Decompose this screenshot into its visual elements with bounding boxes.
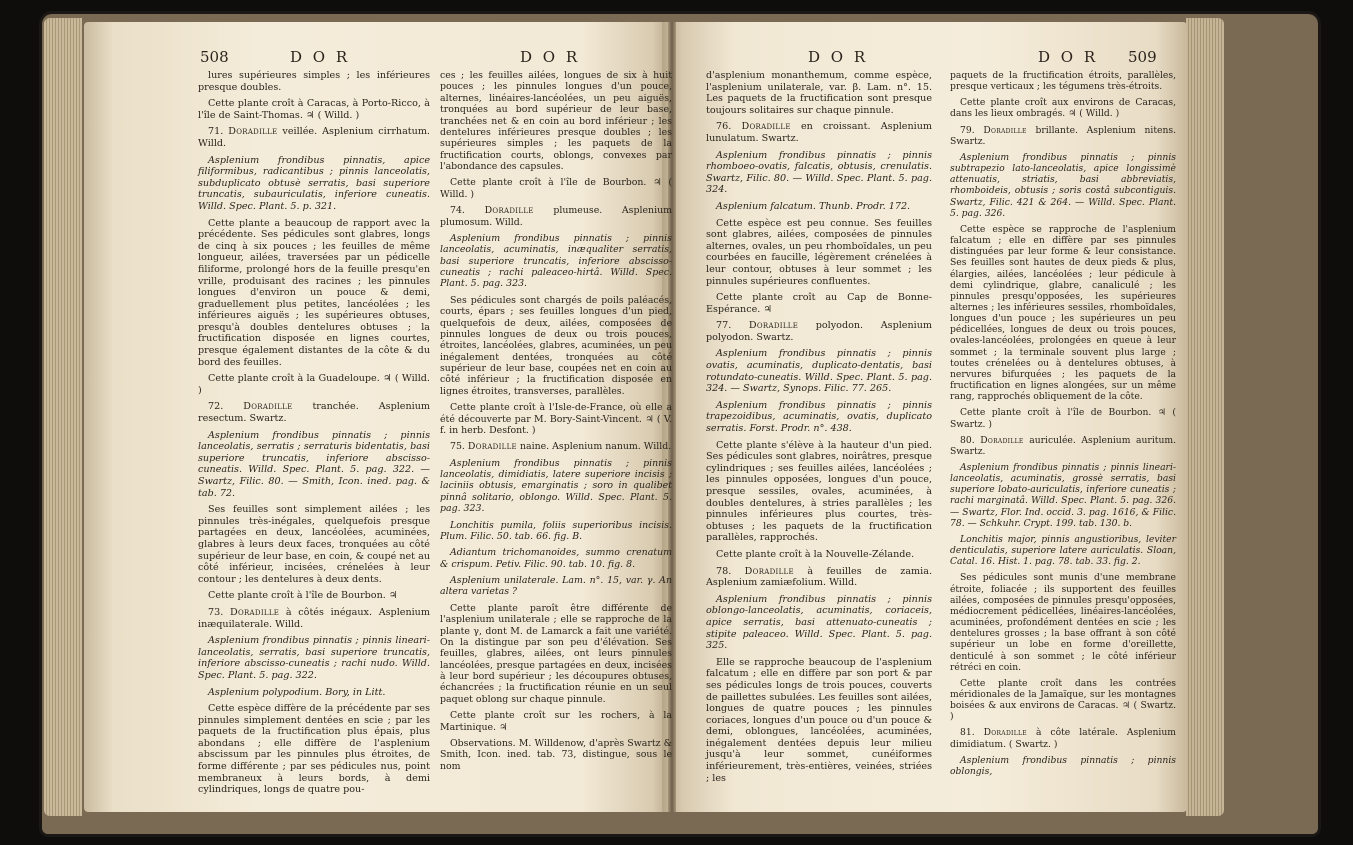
text-paragraph: Cette plante croît à la Nouvelle-Zélande. [716, 548, 915, 560]
entry-heading [198, 401, 430, 424]
entry-genus-name: Doradille [744, 565, 794, 577]
latin-diagnosis: Asplenium polypodium. Bory, in Litt. [208, 686, 386, 698]
entry-heading-rest: à feuilles de zamia. Asplenium zamiæfolium. Willd. [706, 565, 932, 589]
entry-heading [440, 441, 672, 452]
text-paragraph: Cette plante croît à l'île de Bourbon. ♃ ( Willd. ) [440, 177, 672, 200]
entry-genus-name: Doradille [983, 124, 1027, 136]
entry-heading [706, 566, 932, 589]
entry-heading [950, 727, 1176, 749]
left-running-head-2: D O R [520, 48, 581, 66]
entry-heading [950, 125, 1176, 147]
entry-heading-rest: en croissant. Asplenium lunulatum. Swartz. [706, 121, 932, 144]
text-paragraph: Cette plante croît à la Guadeloupe. ♃ ( Willd. ) [198, 373, 430, 396]
entry-genus-name: Doradille [983, 727, 1027, 739]
text-paragraph: Cette plante croît à l'Isle-de-France, où elle a été découverte par M. Bory-Saint-Vincent. ♃ ( V. f. in herb. Desfont. ) [440, 402, 672, 436]
entry-genus-name: Doradille [484, 205, 534, 217]
entry-heading [440, 205, 672, 228]
text-paragraph: Ses pédicules sont chargés de poils paléacés, courts, épars ; ses feuilles longues d'un pied, quelquefois de deux, ailées, composées de pinnules longues de deux ou trois pouces, étroites, lancéolées, glabres, acuminées, un peu inégalement dentées, tronquées au côté supérieur de leur base, coupées net en coin au côté inférieur ; la fructification disposée en lignes étroites, transverses, parallèles. [440, 294, 672, 397]
entry-heading-rest: brillante. Asplenium nitens. Swartz. [950, 124, 1177, 147]
latin-diagnosis: Asplenium frondibus pinnatis ; pinnis rhomboeo-ovatis, falcatis, obtusis, crenulatis. Swartz, Filic. 80. — Willd. Spec. Plant. 5. pag. 324. [706, 149, 932, 196]
text-paragraph: Cette plante croît à Caracas, à Porto-Ricco, à l'île de Saint-Thomas. ♃ ( Willd. ) [198, 98, 430, 121]
latin-diagnosis: Asplenium frondibus pinnatis ; pinnis lineari-lanceolatis, acuminatis, grossè serratis, basi superiore lobato-auriculatis, inferiore cuneatis ; rachi marginatâ. Willd. Spec. Plant. 5. pag. 326. — Swartz, Flor. Ind. occid. 3. pag. 1616, & Filic. 78. — Schkuhr. Crypt. 199. tab. 130. b. [950, 462, 1176, 529]
entry-heading [198, 126, 430, 149]
entry-heading-rest: veillée. Asplenium cirrhatum. Willd. [198, 126, 430, 149]
left-page-column-1 [198, 70, 430, 801]
text-paragraph: Cette plante croît aux environs de Caracas, dans les lieux ombragés. ♃ ( Willd. ) [950, 97, 1176, 120]
entry-number: 72. [208, 401, 224, 413]
entry-genus-name: Doradille [229, 606, 280, 618]
entry-heading [198, 607, 430, 630]
entry-number: 79. [960, 124, 975, 136]
right-page-column-1 [706, 70, 932, 789]
entry-genus-name: Doradille [228, 126, 278, 138]
text-paragraph: Cette plante croît à l'île de Bourbon. ♃ ( Swartz. ) [950, 407, 1176, 430]
continued-paragraph: paquets de la fructification étroits, parallèles, presque verticaux ; les tégumens très-étroits. [950, 70, 1176, 93]
entry-genus-name: Doradille [243, 401, 293, 413]
latin-diagnosis: Asplenium frondibus pinnatis ; pinnis oblongo-lanceolatis, acuminatis, coriaceis, apice serratis, basi attenuato-cuneatis ; stipite paleaceo. Willd. Spec. Plant. 5. pag. 325. [706, 593, 932, 652]
text-paragraph: Cette plante croît au Cap de Bonne-Espérance. ♃ [706, 292, 932, 315]
entry-heading [706, 320, 932, 343]
entry-number: 73. [208, 606, 224, 618]
continued-paragraph: ces ; les feuilles ailées, longues de six à huit pouces ; les pinnules longues d'un pouce, alternes, linéaires-lancéolées, un peu aiguës, tronquées au bord supérieur de leur base, tranchées net & en coin au bord inférieur ; les dentelures inférieures presque doubles ; les supérieures simples ; les paquets de la fructification courts, oblongs, convexes par l'abondance des capsules. [440, 70, 672, 172]
entry-number: 81. [960, 727, 975, 739]
latin-diagnosis: Asplenium frondibus pinnatis ; pinnis subtrapezio lato-lanceolatis, apice longissimè attenuatis, striatis, basi abbreviatis, rhomboideis, obtusis ; soris costâ subcontiguis. Swartz, Filic. 421 & 264. — Willd. Spec. Plant. 5. pag. 326. [950, 151, 1176, 219]
left-page-number: 508 [200, 48, 229, 66]
entry-number: 71. [208, 126, 224, 138]
text-paragraph: Cette espèce diffère de la précédente par ses pinnules simplement dentées en scie ; par les paquets de la fructification plus épais, plus abondans ; elle diffère de l'asplenium abscissum par les pinnules plus étroites, de forme différente ; par ses pédicules nus, point membraneux à leurs bords, à demi cylindriques, longs de quatre pou- [198, 703, 430, 796]
text-paragraph: Cette plante croît sur les rochers, à la Martinique. ♃ [440, 710, 672, 733]
text-paragraph: Cette plante paroît être différente de l'asplenium unilaterale ; elle se rapproche de la plante γ, dont M. de Lamarck a fait une variété. On la distingue par son peu d'élévation. Ses feuilles, glabres, ailées, ont leurs pinnules lancéolées, presque partagées en deux, incisées à leur bord supérieur ; les découpures obtuses, échancrées ; la fructification réunie en un seul paquet oblong sur chaque pinnule. [440, 602, 672, 705]
entry-heading-rest: à côte latérale. Asplenium dimidiatum. ( Swartz. ) [950, 727, 1176, 750]
page-edges-left [44, 18, 82, 816]
text-paragraph: Ses feuilles sont simplement ailées ; les pinnules très-inégales, quelquefois presque partagées en deux, lancéolées, acuminées, glabres à leurs deux faces, tronquées au côté supérieur de leur base, en coin, & coupé net au côté inférieur, incisées, crénelées à leur contour ; les dentelures à deux dents. [198, 504, 430, 585]
entry-heading-rest: tranchée. Asplenium resectum. Swartz. [198, 401, 430, 425]
entry-heading-rest: polyodon. Asplenium polyodon. Swartz. [706, 320, 932, 343]
entry-number: 76. [716, 121, 732, 133]
entry-number: 77. [716, 320, 732, 332]
entry-heading-rest: naine. Asplenium nanum. Willd. [519, 441, 672, 453]
latin-diagnosis: Asplenium frondibus pinnatis ; pinnis lanceolatis, serratis ; serraturis bidentatis, basi superiore truncatis, inferiore abscisso-cuneatis. Willd. Spec. Plant. 5. pag. 322. — Swartz, Filic. 80. — Smith, Icon. ined. pag. & tab. 72. [198, 429, 430, 499]
text-paragraph: Ses pédicules sont munis d'une membrane étroite, foliacée ; ils supportent des feuilles ailées, composées de pinnules presqu'opposées, médiocrement pédicellées, linéaires-lancéolées, acuminées, profondément dentées en scie ; les dentelures grosses ; la base offrant à son côté supérieur un lobe en forme d'oreillette, denticulé à son sommet ; le côté inférieur rétréci en coin. [950, 572, 1176, 673]
latin-diagnosis: Lonchitis major, pinnis angustioribus, leviter denticulatis, superiore latere auriculatis. Sloan, Catal. 16. Hist. 1. pag. 78. tab. 33. fig. 2. [950, 533, 1176, 568]
latin-diagnosis: Asplenium frondibus pinnatis, apice filiformibus, radicantibus ; pinnis lanceolatis, subduplicato obtusè serratis, basi superiore truncatis, subauriculatis, inferiore cuneatis. Willd. Spec. Plant. 5. p. 321. [198, 154, 430, 212]
right-page-number: 509 [1128, 48, 1157, 66]
entry-heading-rest: à côtés inégaux. Asplenium inæquilaterale. Willd. [198, 606, 430, 630]
entry-heading-rest: auriculée. Asplenium auritum. Swartz. [950, 434, 1177, 457]
latin-diagnosis: Asplenium frondibus pinnatis ; pinnis ovatis, acuminatis, duplicato-dentatis, basi rotundato-cuneatis. Willd. Spec. Plant. 5. pag. 324. — Swartz, Synops. Filic. 77. 265. [706, 348, 932, 395]
latin-diagnosis: Asplenium frondibus pinnatis ; pinnis oblongis, [950, 754, 1176, 777]
right-page-column-2 [950, 70, 1176, 782]
latin-diagnosis: Lonchitis pumila, foliis superioribus incisis. Plum. Filic. 50. tab. 66. fig. B. [440, 519, 672, 542]
latin-diagnosis: Asplenium frondibus pinnatis ; pinnis lanceolatis, acuminatis, inæqualiter serratis, basi superiore truncatis, inferiore abscisso-cuneatis ; rachi paleaceo-hirtâ. Willd. Spec. Plant. 5. pag. 323. [440, 232, 672, 290]
entry-number: 80. [960, 434, 975, 446]
entry-number: 75. [450, 441, 465, 453]
left-page-column-2 [440, 70, 672, 777]
entry-number: 78. [716, 565, 732, 577]
latin-diagnosis: Asplenium unilaterale. Lam. n°. 15, var. γ. An altera varietas ? [440, 575, 672, 598]
page-edges-right [1186, 18, 1224, 816]
text-paragraph: Cette espèce se rapproche de l'asplenium falcatum ; elle en diffère par ses pinnules distinguées par leur forme & leur consistance. Ses feuilles sont hautes de deux pieds & plus, élargies, ailées, lancéolées ; leur pédicule à demi cylindrique, glabre, canaliculé ; les pinnules presqu'opposées, les supérieures alternes ; les inférieures sessiles, rhomboïdales, longues d'un pouce ; les supérieures un peu pédicellées, longues de deux ou trois pouces, ovales-lancéolées, prolongées en queue à leur sommet ; la terminale souvent plus large ; toutes crénelées ou à dentelures obtuses, à nervures bifurquées ; les paquets de la fructification en lignes alongées, sur un même rang, rapprochés obliquement de la côte. [950, 223, 1176, 403]
entry-number: 74. [450, 205, 465, 217]
text-paragraph: Cette plante croît dans les contrées méridionales de la Jamaïque, sur les montagnes boisées & aux environs de Caracas. ♃ ( Swartz. ) [950, 677, 1176, 723]
latin-diagnosis: Asplenium frondibus pinnatis ; pinnis lanceolatis, dimidiatis, latere superiore incisis ; laciniis obtusis, emarginatis ; soro in qualibet pinnâ solitario, oblongo. Willd. Spec. Plant. 5. pag. 323. [440, 457, 672, 515]
text-paragraph: lures supérieures simples ; les inférieures presque doubles. [198, 70, 430, 93]
text-paragraph: Cette plante croît à l'île de Bourbon. ♃ [208, 590, 398, 602]
entry-genus-name: Doradille [467, 441, 517, 453]
latin-diagnosis: Asplenium falcatum. Thunb. Prodr. 172. [716, 200, 911, 212]
text-paragraph: Elle se rapproche beaucoup de l'asplenium falcatum ; elle en diffère par son port & par ses pédicules longs de trois pouces, couverts de paillettes subulées. Les feuilles sont ailées, longues de quatre pouces ; les pinnules coriaces, longues d'un pouce ou d'un pouce & demi, oblongues, lancéolées, acuminées, inégalement dentées depuis leur milieu jusqu'à leur sommet, cunéiformes inférieurement, très-entières, veinées, striées ; les [706, 656, 932, 784]
latin-diagnosis: Asplenium frondibus pinnatis ; pinnis lineari-lanceolatis, serratis, basi superiore truncatis, inferiore abscisso-cuneatis ; rachi nudo. Willd. Spec. Plant. 5. pag. 322. [198, 635, 430, 681]
right-running-head-1: D O R [808, 48, 869, 66]
left-running-head-1: D O R [290, 48, 351, 66]
entry-genus-name: Doradille [748, 320, 799, 332]
entry-heading [706, 121, 932, 144]
text-paragraph: Cette plante a beaucoup de rapport avec la précédente. Ses pédicules sont glabres, longs de cinq à six pouces ; les feuilles de même longueur, ailées, traversées par un pédicelle filiforme, prolongé hors de la feuille presqu'en vrille, produisant des racines ; les pinnules longues d'environ un pouce & demi, graduellement plus petites, lancéolées ; les inférieures aiguës ; les supérieures obtuses, presqu'à doubles dentelures obtuses ; la fructification disposée en lignes courtes, presque également distantes de la côte & du bord des feuilles. [198, 217, 430, 368]
text-paragraph: Cette espèce est peu connue. Ses feuilles sont glabres, ailées, composées de pinnules alternes, ovales, un peu rhomboïdales, un peu courbées en faucille, légèrement crénelées à leur contour, obtuses à leur sommet ; les pinnules supérieures confluentes. [706, 217, 932, 287]
text-paragraph: Observations. M. Willdenow, d'après Swartz & Smith, Icon. ined. tab. 73, distingue, sous le nom [440, 737, 672, 772]
continued-paragraph: d'asplenium monanthemum, comme espèce, l'asplenium unilaterale, var. β. Lam. n°. 15. Les paquets de la fructification sont presque toujours solitaires sur chaque pinnule. [706, 70, 932, 116]
entry-genus-name: Doradille [741, 121, 791, 133]
right-running-head-2: D O R [1038, 48, 1099, 66]
entry-heading [950, 435, 1176, 457]
latin-diagnosis: Asplenium frondibus pinnatis ; pinnis trapezoidibus, acuminatis, ovatis, duplicato serratis. Forst. Prodr. n°. 438. [706, 399, 932, 435]
text-paragraph: Cette plante s'élève à la hauteur d'un pied. Ses pédicules sont glabres, noirâtres, presque cylindriques ; ses feuilles ailées, lancéolées ; les pinnules opposées, longues d'un pouce, presque sessiles, ovales, acuminées, à doubles dentelures, à stries parallèles ; les pinnules inférieures plus courtes, très-obtuses ; les paquets de la fructification parallèles, rapprochés. [706, 439, 932, 544]
entry-heading-rest: plumeuse. Asplenium plumosum. Willd. [440, 205, 672, 228]
latin-diagnosis: Adiantum trichomanoides, summo crenatum & crispum. Petiv. Filic. 90. tab. 10. fig. 8. [440, 547, 672, 570]
entry-genus-name: Doradille [980, 434, 1024, 446]
